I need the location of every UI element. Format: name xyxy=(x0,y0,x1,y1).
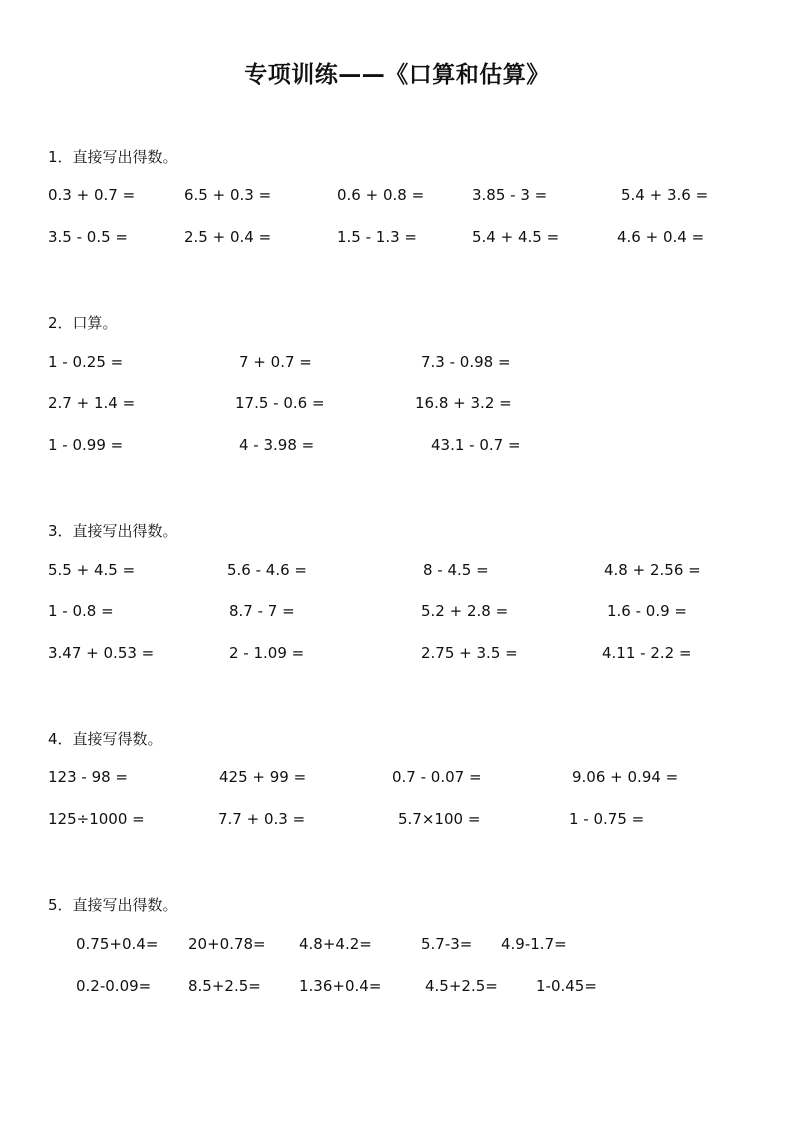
problem: 4 - 3.98 = xyxy=(239,436,315,454)
section-4-heading: 4．直接写得数。 xyxy=(48,730,163,748)
problem: 1-0.45= xyxy=(536,977,597,995)
section-5-heading: 5．直接写出得数。 xyxy=(48,896,178,914)
problem: 1.5 - 1.3 = xyxy=(337,228,417,246)
problem: 2 - 1.09 = xyxy=(229,644,305,662)
problem: 5.6 - 4.6 = xyxy=(227,561,307,579)
problem: 425 + 99 = xyxy=(219,768,307,786)
problem: 8 - 4.5 = xyxy=(423,561,489,579)
problem: 2.7 + 1.4 = xyxy=(48,394,136,412)
problem: 2.5 + 0.4 = xyxy=(184,228,272,246)
problem: 8.7 - 7 = xyxy=(229,602,295,620)
problem: 1 - 0.25 = xyxy=(48,353,124,371)
section-2-heading: 2．口算。 xyxy=(48,314,118,332)
problem: 6.5 + 0.3 = xyxy=(184,186,272,204)
section-3-heading: 3．直接写出得数。 xyxy=(48,522,178,540)
problem: 7.3 - 0.98 = xyxy=(421,353,511,371)
problem: 16.8 + 3.2 = xyxy=(415,394,512,412)
problem: 5.7×100 = xyxy=(398,810,481,828)
problem: 1.36+0.4= xyxy=(299,977,382,995)
problem: 7 + 0.7 = xyxy=(239,353,312,371)
problem: 5.2 + 2.8 = xyxy=(421,602,509,620)
problem: 3.85 - 3 = xyxy=(472,186,548,204)
problem: 1 - 0.99 = xyxy=(48,436,124,454)
problem: 3.5 - 0.5 = xyxy=(48,228,128,246)
problem: 5.4 + 4.5 = xyxy=(472,228,560,246)
problem: 3.47 + 0.53 = xyxy=(48,644,155,662)
problem: 4.8+4.2= xyxy=(299,935,372,953)
problem: 8.5+2.5= xyxy=(188,977,261,995)
problem: 9.06 + 0.94 = xyxy=(572,768,679,786)
problem: 4.5+2.5= xyxy=(425,977,498,995)
problem: 20+0.78= xyxy=(188,935,266,953)
problem: 2.75 + 3.5 = xyxy=(421,644,518,662)
problem: 0.2-0.09= xyxy=(76,977,152,995)
problem: 4.8 + 2.56 = xyxy=(604,561,701,579)
problem: 17.5 - 0.6 = xyxy=(235,394,325,412)
problem: 1 - 0.8 = xyxy=(48,602,114,620)
problem: 0.75+0.4= xyxy=(76,935,159,953)
problem: 5.5 + 4.5 = xyxy=(48,561,136,579)
problem: 0.6 + 0.8 = xyxy=(337,186,425,204)
problem: 4.6 + 0.4 = xyxy=(617,228,705,246)
problem: 0.7 - 0.07 = xyxy=(392,768,482,786)
problem: 1 - 0.75 = xyxy=(569,810,645,828)
problem: 43.1 - 0.7 = xyxy=(431,436,521,454)
problem: 4.9-1.7= xyxy=(501,935,567,953)
problem: 1.6 - 0.9 = xyxy=(607,602,687,620)
problem: 4.11 - 2.2 = xyxy=(602,644,692,662)
problem: 7.7 + 0.3 = xyxy=(218,810,306,828)
problem: 123 - 98 = xyxy=(48,768,129,786)
problem: 0.3 + 0.7 = xyxy=(48,186,136,204)
section-1-heading: 1．直接写出得数。 xyxy=(48,148,178,166)
problem: 5.4 + 3.6 = xyxy=(621,186,709,204)
problem: 5.7-3= xyxy=(421,935,473,953)
problem: 125÷1000 = xyxy=(48,810,145,828)
page-title: 专项训练——《口算和估算》 xyxy=(244,62,550,88)
